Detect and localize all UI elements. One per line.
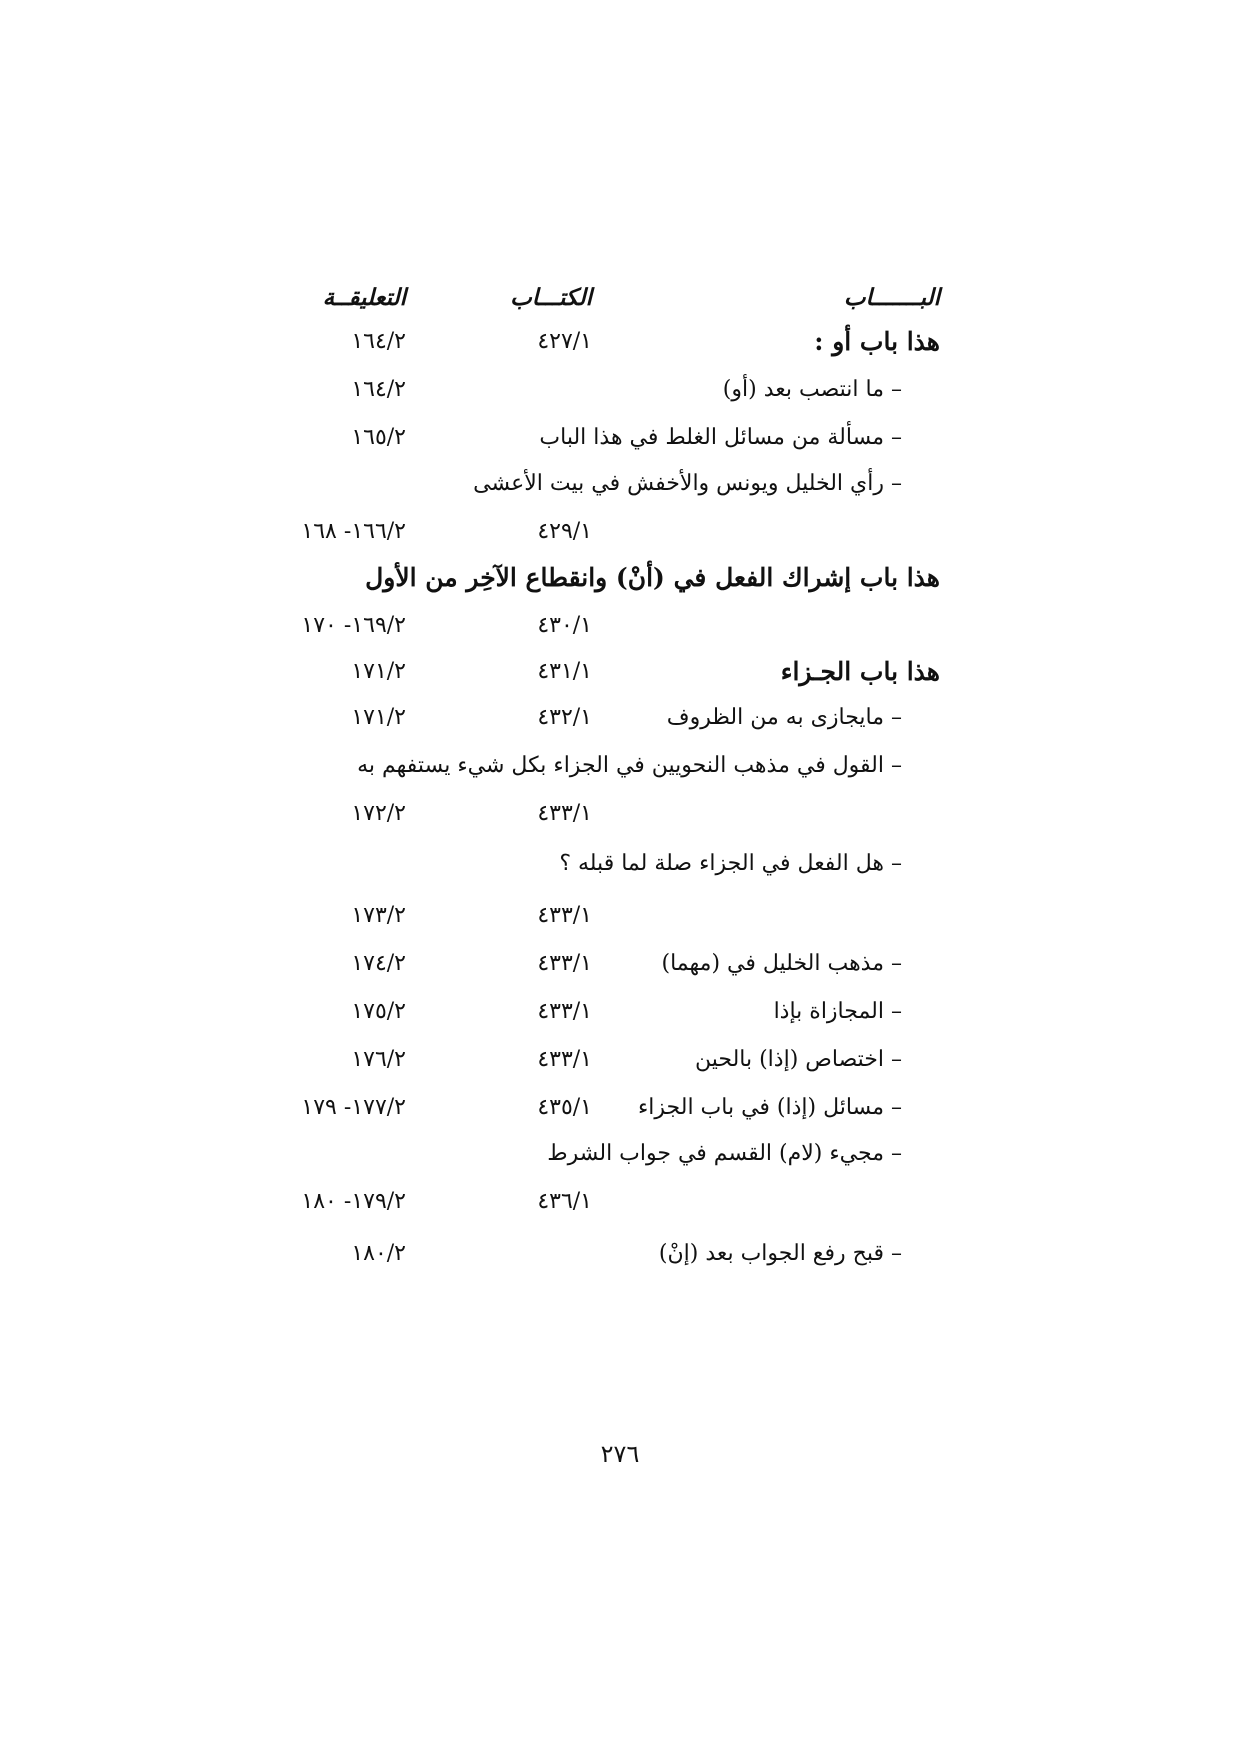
subtopic-entry: – اختصاص (إذا) بالحين bbox=[694, 1047, 902, 1072]
index-row bbox=[0, 894, 1240, 938]
book-reference: ٤٣٠/١ bbox=[537, 613, 592, 638]
index-row bbox=[0, 696, 1240, 740]
index-row bbox=[0, 320, 1240, 364]
subtopic-entry: – قبح رفع الجواب بعد (إنْ) bbox=[658, 1241, 902, 1266]
commentary-reference: ١٧٤/٢ bbox=[351, 951, 406, 976]
subtopic-entry: – ما انتصب بعد (أو) bbox=[722, 377, 902, 402]
commentary-reference: ١٧٩/٢- ١٨٠ bbox=[301, 1189, 406, 1214]
commentary-reference: ١٦٤/٢ bbox=[351, 377, 406, 402]
commentary-reference: ١٦٩/٢- ١٧٠ bbox=[301, 613, 406, 638]
index-row bbox=[0, 1180, 1240, 1224]
book-reference: ٤٣٣/١ bbox=[537, 801, 592, 826]
book-reference: ٤٣٢/١ bbox=[537, 705, 592, 730]
index-row bbox=[0, 368, 1240, 412]
commentary-reference: ١٧٥/٢ bbox=[351, 999, 406, 1024]
index-row bbox=[0, 842, 1240, 886]
index-row bbox=[0, 650, 1240, 694]
index-row bbox=[0, 1038, 1240, 1082]
index-row bbox=[0, 792, 1240, 836]
commentary-reference: ١٧١/٢ bbox=[351, 659, 406, 684]
subtopic-entry: – مذهب الخليل في (مهما) bbox=[661, 951, 902, 976]
commentary-reference: ١٦٤/٢ bbox=[351, 329, 406, 354]
index-row bbox=[0, 942, 1240, 986]
book-reference: ٤٣١/١ bbox=[537, 659, 592, 684]
index-row bbox=[0, 1086, 1240, 1130]
column-header-row bbox=[0, 276, 1240, 320]
index-row bbox=[0, 510, 1240, 554]
subtopic-entry: – مسائل (إذا) في باب الجزاء bbox=[637, 1095, 902, 1120]
column-header-commentary: التعليقــة bbox=[322, 284, 406, 311]
commentary-reference: ١٦٦/٢- ١٦٨ bbox=[301, 519, 406, 544]
commentary-reference: ١٧١/٢ bbox=[351, 705, 406, 730]
column-header-book: الكتـــاب bbox=[510, 284, 592, 311]
commentary-reference: ١٧٦/٢ bbox=[351, 1047, 406, 1072]
commentary-reference: ١٦٥/٢ bbox=[351, 425, 406, 450]
page-number: ٢٧٦ bbox=[600, 1440, 640, 1468]
commentary-reference: ١٨٠/٢ bbox=[351, 1241, 406, 1266]
subtopic-entry: – هل الفعل في الجزاء صلة لما قبله ؟ bbox=[559, 851, 902, 876]
book-reference: ٤٢٧/١ bbox=[537, 329, 592, 354]
subtopic-entry: – رأي الخليل ويونس والأخفش في بيت الأعشى bbox=[473, 471, 902, 496]
subtopic-entry: – المجازاة بإذا bbox=[773, 999, 902, 1024]
subtopic-entry: – مايجازى به من الظروف bbox=[666, 705, 902, 730]
index-row bbox=[0, 556, 1240, 600]
column-header-chapter: البـــــــاب bbox=[843, 284, 940, 311]
chapter-heading: هذا باب أو : bbox=[814, 327, 940, 356]
commentary-reference: ١٧٢/٢ bbox=[351, 801, 406, 826]
book-reference: ٤٣٣/١ bbox=[537, 903, 592, 928]
commentary-reference: ١٧٧/٢- ١٧٩ bbox=[301, 1095, 406, 1120]
index-row bbox=[0, 1132, 1240, 1176]
index-row bbox=[0, 990, 1240, 1034]
subtopic-entry: – مسألة من مسائل الغلط في هذا الباب bbox=[539, 425, 902, 450]
book-reference: ٤٢٩/١ bbox=[537, 519, 592, 544]
subtopic-entry: – القول في مذهب النحويين في الجزاء بكل شيء يستفهم به bbox=[357, 753, 902, 778]
chapter-heading: هذا باب إشراك الفعل في (أنْ) وانقطاع الآخِر من الأول bbox=[365, 563, 940, 592]
chapter-heading: هذا باب الجـزاء bbox=[780, 657, 940, 686]
book-reference: ٤٣٦/١ bbox=[537, 1189, 592, 1214]
index-row bbox=[0, 604, 1240, 648]
index-row bbox=[0, 744, 1240, 788]
book-reference: ٤٣٣/١ bbox=[537, 999, 592, 1024]
book-reference: ٤٣٥/١ bbox=[537, 1095, 592, 1120]
book-reference: ٤٣٣/١ bbox=[537, 951, 592, 976]
book-reference: ٤٣٣/١ bbox=[537, 1047, 592, 1072]
index-row bbox=[0, 416, 1240, 460]
commentary-reference: ١٧٣/٢ bbox=[351, 903, 406, 928]
subtopic-entry: – مجيء (لام) القسم في جواب الشرط bbox=[547, 1141, 902, 1166]
index-row bbox=[0, 462, 1240, 506]
index-row bbox=[0, 1232, 1240, 1276]
